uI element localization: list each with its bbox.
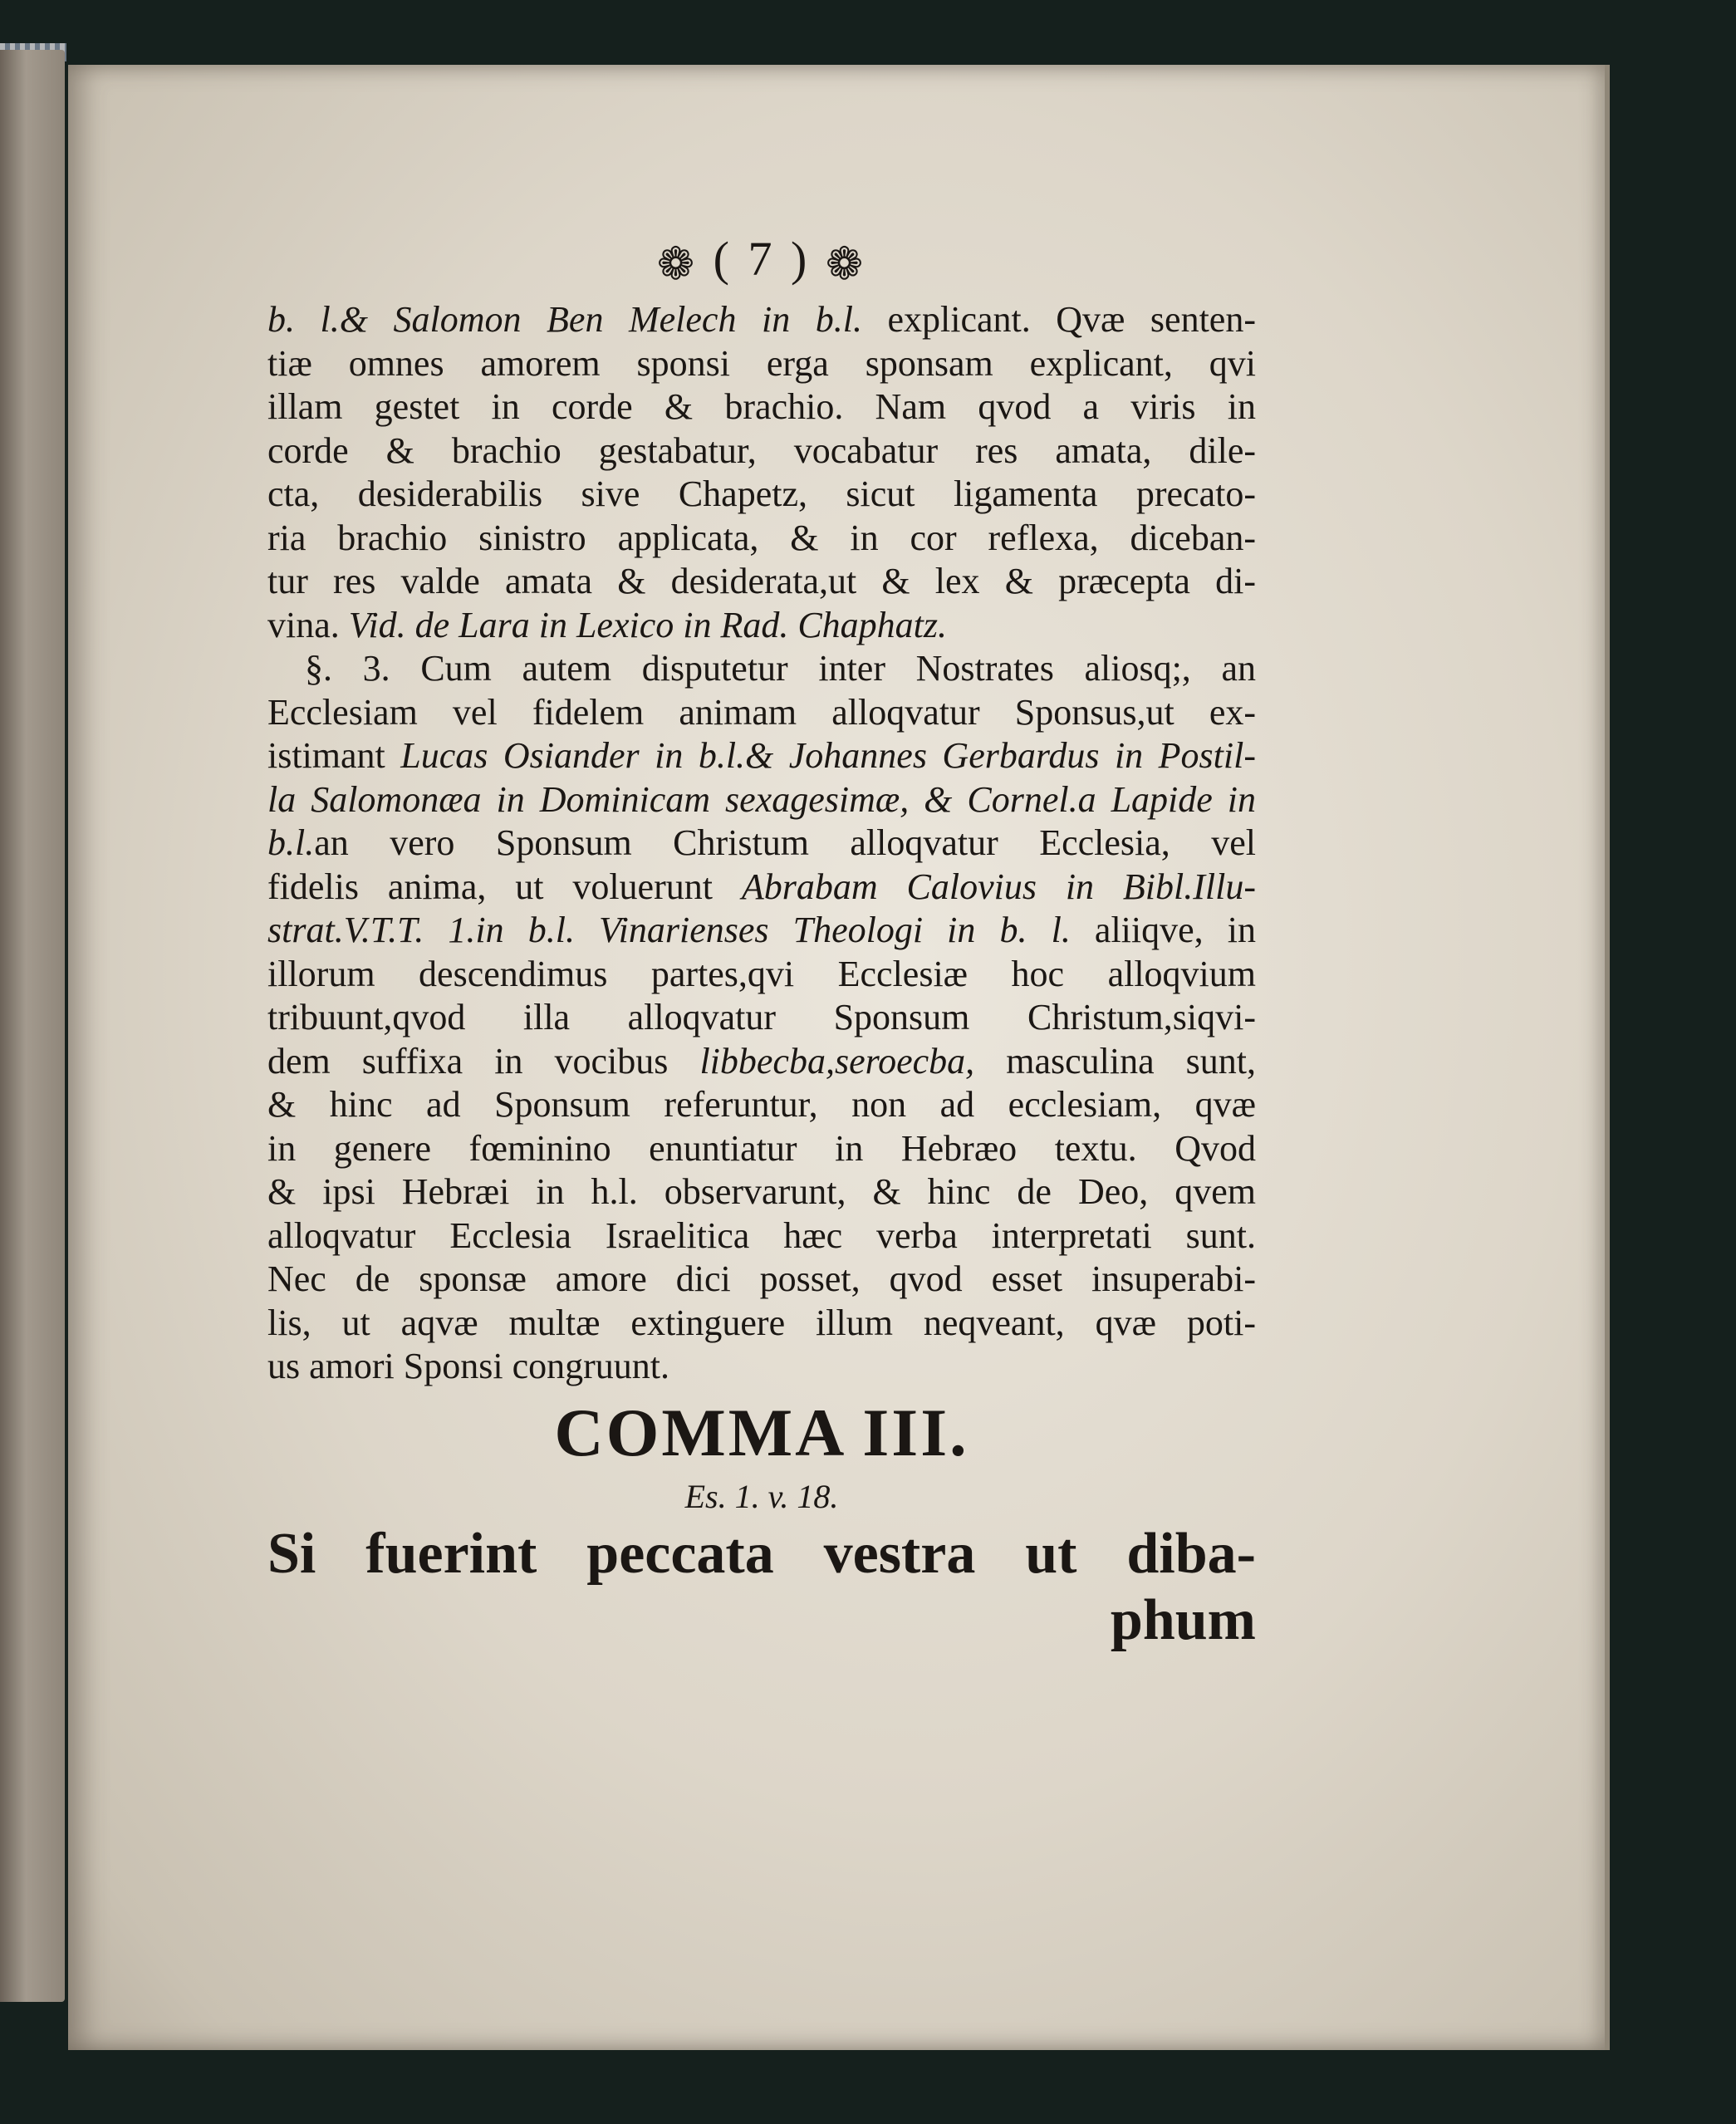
text-segment: b.l. bbox=[267, 822, 315, 864]
text-segment: us amori Sponsi congruunt. bbox=[267, 1346, 669, 1387]
page-header bbox=[267, 231, 1256, 290]
text-segment: tribuunt,qvod illa alloqvatur Sponsum Christum,siqvi- bbox=[267, 997, 1256, 1038]
text-line bbox=[267, 560, 1256, 604]
text-line bbox=[267, 1170, 1256, 1214]
text-line bbox=[267, 822, 1256, 866]
text-line bbox=[267, 298, 1256, 342]
text-segment: an vero Sponsum Christum alloqvatur Ecclesia, vel bbox=[314, 822, 1256, 864]
text-segment: tur res valde amata & desiderata,ut & lex & præcepta di- bbox=[267, 561, 1256, 602]
text-segment: & ipsi Hebræi in h.l. observarunt, & hinc de Deo, qvem bbox=[267, 1171, 1256, 1213]
text-line bbox=[267, 691, 1256, 735]
text-line bbox=[267, 996, 1256, 1040]
text-segment: lis, ut aqvæ multæ extinguere illum neqveant, qvæ poti- bbox=[267, 1302, 1256, 1343]
text-line bbox=[267, 342, 1256, 386]
text-line bbox=[267, 909, 1256, 953]
text-segment: vina. bbox=[267, 604, 349, 645]
text-segment: alloqvatur Ecclesia Israelitica hæc verba interpretati sunt. bbox=[267, 1214, 1256, 1256]
text-line bbox=[267, 866, 1256, 910]
text-segment: libbecba,seroecba, bbox=[699, 1040, 975, 1082]
text-segment: corde & brachio gestabatur, vocabatur res amata, dile- bbox=[267, 429, 1256, 471]
text-segment: strat.V.T.T. 1.in b.l. Vinarienses Theologi in b. l. bbox=[267, 910, 1071, 951]
text-line bbox=[267, 647, 1256, 691]
text-segment: la Salomonæa in Dominicam sexagesimæ, & Cornel.a Lapide in bbox=[267, 778, 1256, 820]
section-heading: COMMA III. bbox=[554, 1394, 969, 1470]
book-page bbox=[68, 65, 1610, 2050]
text-segment: b. l.& Salomon Ben Melech in b.l. bbox=[267, 299, 862, 341]
text-segment: in genere fœminino enuntiatur in Hebræo textu. Qvod bbox=[267, 1127, 1256, 1169]
text-line bbox=[267, 1214, 1256, 1258]
text-line bbox=[267, 429, 1256, 473]
text-segment: & hinc ad Sponsum referuntur, non ad ecclesiam, qvæ bbox=[267, 1084, 1256, 1126]
text-line bbox=[267, 604, 1256, 648]
text-line bbox=[267, 1302, 1256, 1346]
left-page-edge bbox=[0, 50, 65, 2002]
text-block bbox=[267, 231, 1256, 1654]
text-line bbox=[267, 734, 1256, 778]
text-segment: fidelis anima, ut voluerunt bbox=[267, 866, 742, 907]
page-number: ( 7 ) bbox=[713, 232, 811, 286]
text-segment: ria brachio sinistro applicata, & in cor reflexa, diceban- bbox=[267, 517, 1256, 558]
text-line bbox=[267, 1040, 1256, 1084]
text-segment: explicant. Qvæ senten- bbox=[861, 299, 1256, 341]
text-segment: Vid. de Lara in Lexico in Rad. Chaphatz. bbox=[348, 604, 948, 645]
text-segment: aliiqve, in bbox=[1070, 910, 1256, 951]
text-segment: illam gestet in corde & brachio. Nam qvod a viris in bbox=[267, 386, 1256, 428]
text-segment: cta, desiderabilis sive Chapetz, sicut ligamenta precato- bbox=[267, 473, 1256, 515]
text-segment: dem suffixa in vocibus bbox=[267, 1040, 700, 1082]
text-segment: Ecclesiam vel fidelem animam alloqvatur Sponsus,ut ex- bbox=[267, 691, 1256, 733]
text-line bbox=[267, 1258, 1256, 1302]
text-segment: illorum descendimus partes,qvi Ecclesiæ hoc alloqvium bbox=[267, 953, 1256, 994]
body-text bbox=[267, 298, 1256, 1389]
text-line bbox=[267, 1345, 1256, 1389]
text-segment: Lucas Osiander in b.l.& Johannes Gerbardus in Postil- bbox=[400, 735, 1256, 777]
text-segment: istimant bbox=[267, 735, 401, 777]
text-segment: Nec de sponsæ amore dici posset, qvod esset insuperabi- bbox=[267, 1258, 1256, 1300]
catchword: phum bbox=[1110, 1587, 1256, 1652]
rosette-icon: ❁ bbox=[825, 239, 867, 290]
text-line bbox=[267, 1083, 1256, 1127]
text-line bbox=[267, 1127, 1256, 1171]
text-segment: tiæ omnes amorem sponsi erga sponsam explicant, qvi bbox=[267, 342, 1256, 384]
verse-line: Si fuerint peccata vestra ut diba- bbox=[267, 1521, 1256, 1586]
scripture-reference: Es. 1. v. 18. bbox=[684, 1477, 839, 1515]
text-line bbox=[267, 517, 1256, 561]
text-segment: masculina sunt, bbox=[974, 1040, 1257, 1082]
rosette-icon: ❁ bbox=[656, 239, 699, 290]
text-line bbox=[267, 473, 1256, 517]
text-segment: §. 3. Cum autem disputetur inter Nostrates aliosq;, an bbox=[305, 648, 1256, 689]
text-segment: Abrabam Calovius in Bibl.Illu- bbox=[741, 866, 1256, 907]
text-line bbox=[267, 385, 1256, 429]
text-line bbox=[267, 778, 1256, 822]
text-line bbox=[267, 953, 1256, 997]
